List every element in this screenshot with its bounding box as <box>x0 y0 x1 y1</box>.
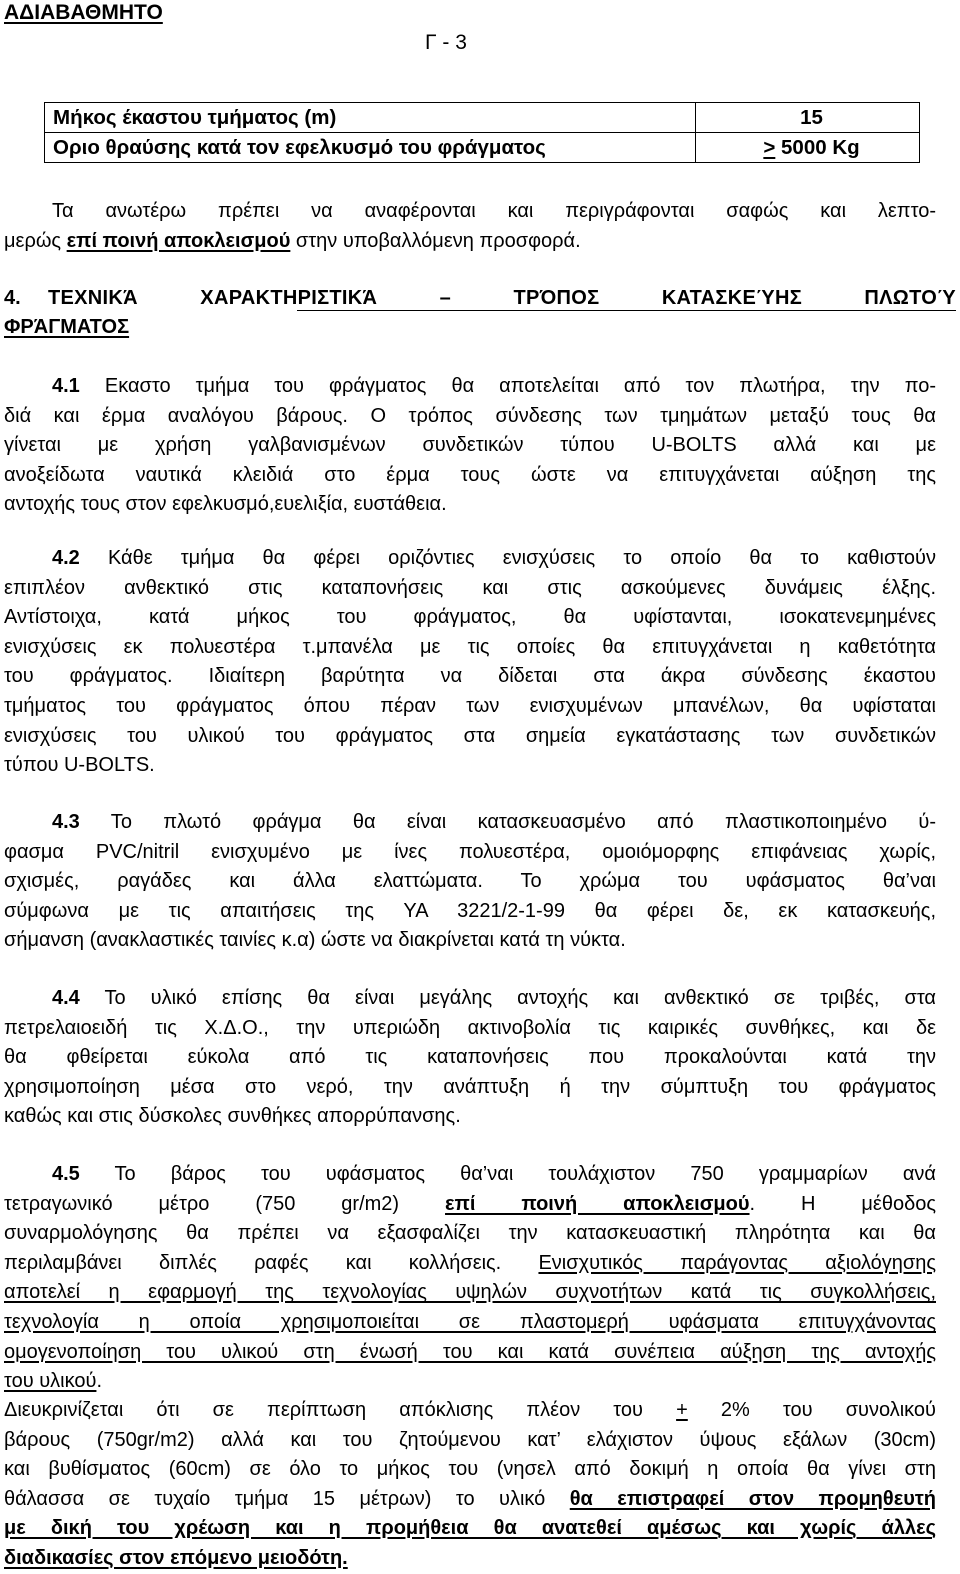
text-line: σχισμές, ραγάδες και άλλα ελαττώματα. Το χρώμα του υφάσματος θα’ναι <box>4 870 936 893</box>
spec-label: Μήκος έκαστου τμήματος (m) <box>45 103 696 133</box>
emphasis: θα επιστραφεί στον προμηθευτή <box>569 1487 936 1510</box>
text-line: καθώς και στις δύσκολες συνθήκες απορρύπανσης. <box>4 1105 461 1128</box>
text-line: του φράγματος. Ιδιαίτερη βαρύτητα να δίδεται στα άκρα σύνδεσης έκαστου <box>4 665 936 688</box>
plus-minus-sign: + <box>676 1399 688 1421</box>
clause-number: 4.3 <box>52 811 80 833</box>
text-line: με δική του χρέωση και η προμήθεια θα ανατεθεί αμέσως και χωρίς άλλες <box>4 1517 936 1540</box>
text-line: τμήματος του φράγματος όπου πέραν των ενισχυμένων μπανέλων, θα υφίσταται <box>4 694 936 717</box>
text-line: ενισχύσεις εκ πολυεστέρα τ.μπανέλα με τις οποίες θα επιτυγχάνεται η καθετότητα <box>4 635 936 658</box>
text-line: μερώς επί ποινή αποκλεισμού στην υποβαλλόμενη προσφορά. <box>4 229 581 252</box>
text-line: θάλασσα σε τυχαίο τμήμα 15 μέτρων) το υλικό θα επιστραφεί στον προμηθευτή <box>4 1487 936 1510</box>
text-line: αποτελεί η εφαρμογή της τεχνολογίας υψηλών συχνοτήτων κατά τις συγκολλήσεις, <box>4 1281 936 1304</box>
text-line: 4.3 Το πλωτό φράγμα θα είναι κατασκευασμένο από πλαστικοποιημένο ύ- <box>52 811 936 833</box>
greater-equal-sign: > <box>763 136 776 159</box>
text-line: τεχνολογία η οποία χρησιμοποιείται σε πλαστομερή υφάσματα επιτυγχάνοντας <box>4 1310 936 1333</box>
spec-value-text: 5000 Kg <box>775 136 860 159</box>
clause-number: 4.5 <box>52 1163 80 1185</box>
text-line: φασμα PVC/nitril ενισχυμένο με ίνες πολυεστέρα, ομοιόμορφης επιφάνειας χωρίς, <box>4 840 936 863</box>
paragraph-4-1 <box>4 372 936 520</box>
text-line: διαδικασίες στον επόμενο μειοδότη. <box>4 1546 348 1569</box>
paragraph-4-3 <box>4 808 936 956</box>
text-line: θα φθείρεται εύκολα από τις καταπονήσεις που προκαλούνται κατά την <box>4 1046 936 1069</box>
text-line: περιλαμβάνει διπλές ραφές και κολλήσεις. Ενισχυτικός παράγοντας αξιολόγησης <box>4 1251 937 1274</box>
text-line: του υλικού. <box>4 1370 102 1393</box>
text-line: Διευκρινίζεται ότι σε περίπτωση απόκλισης πλέον του + 2% του συνολικού <box>4 1399 936 1421</box>
text-line: 4.5 Το βάρος του υφάσματος θα’ναι τουλάχιστον 750 γραμμαρίων ανά <box>52 1163 936 1185</box>
clause-number: 4.1 <box>52 375 80 397</box>
table-row <box>45 103 920 133</box>
text-line: τετραγωνικό μέτρο (750 gr/m2) επί ποινή αποκλεισμού. Η μέθοδος <box>4 1192 936 1215</box>
closing-paragraph <box>4 1396 936 1574</box>
heading-rule <box>297 310 956 311</box>
text-line: αντοχής τους στον εφελκυσμό,ευελιξία, ευστάθεια. <box>4 493 447 516</box>
section-number: 4. <box>4 287 21 309</box>
text-line: σύμφωνα με τις απαιτήσεις της ΥΑ 3221/2-1-99 θα φέρει δε, εκ κατασκευής, <box>4 899 936 922</box>
text-line: ενισχύσεις του υλικού του φράγματος στα σημεία εγκατάστασης των συνδετικών <box>4 724 936 747</box>
paragraph-4-5 <box>4 1160 936 1397</box>
classification-label: ΑΔΙΑΒΑΘΜΗΤΟ <box>4 1 163 24</box>
text-line: και βυθίσματος (60cm) σε όλο το μήκος του (νησελ από δοκιμή η οποία θα γίνει στη <box>4 1458 936 1481</box>
paragraph-4-4 <box>4 984 936 1132</box>
section-heading: ΤΕΧΝΙΚΆ ΧΑΡΑΚΤΗΡΙΣΤΙΚΆ – ΤΡΌΠΟΣ ΚΑΤΑΣΚΕΎΗΣ ΠΛΩΤΟΎ <box>48 287 956 309</box>
text-line: διά και έρμα αναλόγου βάρους. Ο τρόπος σύνδεσης των τμημάτων μεταξύ τους θα <box>4 404 936 427</box>
spec-value <box>696 133 920 163</box>
underlined-text: του υλικού <box>4 1370 97 1393</box>
spec-value: 15 <box>696 103 920 133</box>
clause-number: 4.4 <box>52 987 80 1009</box>
spec-table <box>44 102 920 163</box>
text-line: ανοξείδωτα ναυτικά κλειδιά στο έρμα τους ώστε να επιτυγχάνεται αύξηση της <box>4 463 936 486</box>
text-line: επιπλέον ανθεκτικό στις καταπονήσεις και στις ασκούμενες δυνάμεις έλξης. <box>4 576 936 599</box>
text-line: 4.2 Κάθε τμήμα θα φέρει οριζόντιες ενισχύσεις το οποίο θα το καθιστούν <box>52 547 936 569</box>
text-line: συναρμολόγησης θα πρέπει να εξασφαλίζει την κατασκευαστική πληρότητα και θα <box>4 1222 936 1245</box>
text-line: ομογενοποίηση του υλικού στη ένωσή του και κατά συνέπεια αύξηση της αντοχής <box>4 1340 936 1363</box>
text-line: τύπου U-BOLTS. <box>4 754 155 777</box>
text-line: 4.4 Το υλικό επίσης θα είναι μεγάλης αντοχής και ανθεκτικό σε τριβές, στα <box>52 987 936 1009</box>
text-line: Τα ανωτέρω πρέπει να αναφέρονται και περιγράφονται σαφώς και λεπτο- <box>52 200 936 222</box>
text-line: πετρελαιοειδή τις Χ.Δ.Ο., την υπεριώδη ακτινοβολία τις καιρικές συνθήκες, και δε <box>4 1016 936 1039</box>
text-line: 4.1 Εκαστο τμήμα του φράγματος θα αποτελείται από τον πλωτήρα, την πο- <box>52 375 936 397</box>
text-line: Αντίστοιχα, κατά μήκος του φράγματος, θα υφίστανται, ισοκατενεμημένες <box>4 606 936 629</box>
paragraph-4-2 <box>4 544 936 781</box>
intro-paragraph <box>4 197 936 256</box>
text-line: χρησιμοποίηση μέσα στο νερό, την ανάπτυξη ή την σύμπτυξη του φράγματος <box>4 1075 936 1098</box>
spec-label: Οριο θραύσης κατά τον εφελκυσμό του φράγματος <box>45 133 696 163</box>
text-line: βάρους (750gr/m2) αλλά και του ζητούμενου κατ’ ελάχιστον ύψους εξάλων (30cm) <box>4 1428 936 1451</box>
emphasis: επί ποινή αποκλεισμού <box>66 229 291 252</box>
emphasis: επί ποινή αποκλεισμού <box>445 1192 750 1215</box>
section-heading-cont: ΦΡΆΓΜΑΤΟΣ <box>4 316 130 338</box>
text-line: γίνεται με χρήση γαλβανισμένων συνδετικών τύπου U-BOLTS αλλά και με <box>4 434 936 457</box>
text-line: σήμανση (ανακλαστικές ταινίες κ.α) ώστε να διακρίνεται κατά τη νύκτα. <box>4 929 626 952</box>
clause-number: 4.2 <box>52 547 80 569</box>
page-reference: Γ - 3 <box>425 31 467 54</box>
underlined-text: Ενισχυτικός παράγοντας αξιολόγησης <box>538 1251 937 1274</box>
table-row <box>45 133 920 163</box>
